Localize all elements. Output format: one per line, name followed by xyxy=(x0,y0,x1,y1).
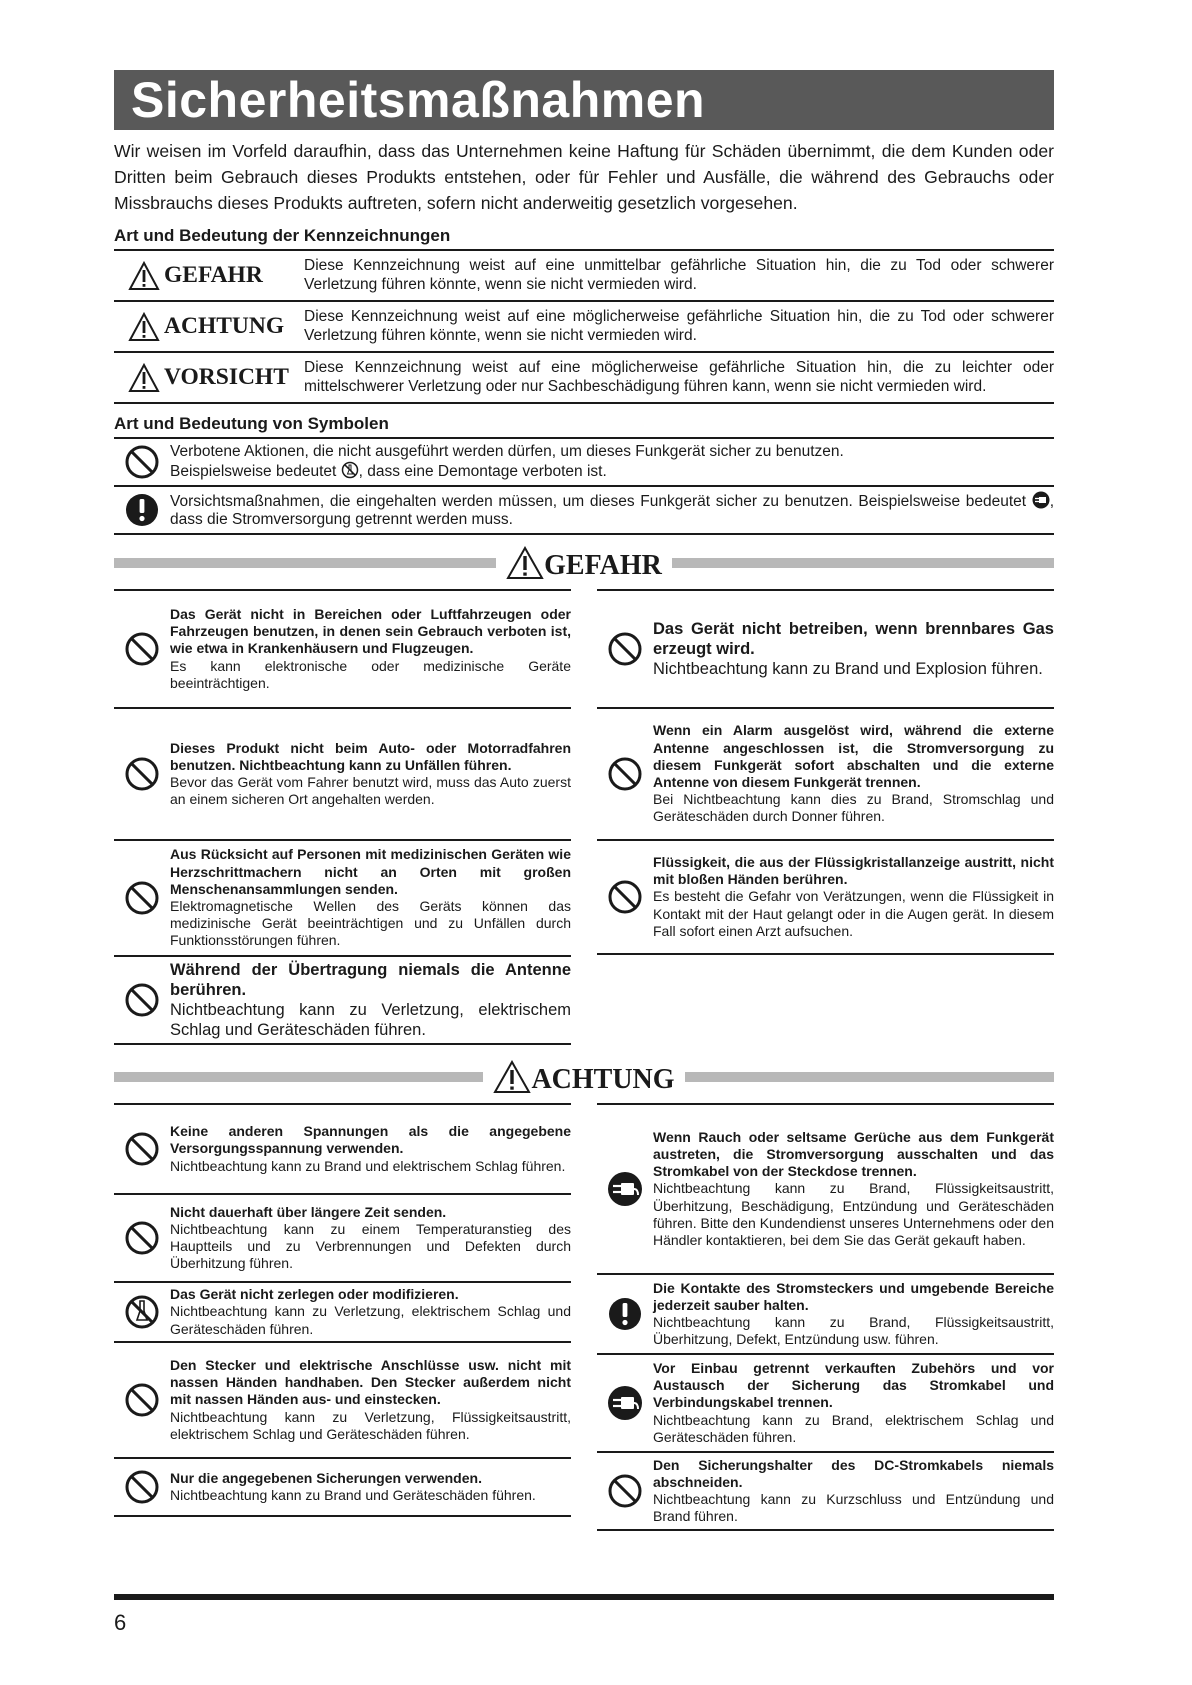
warning-triangle-icon xyxy=(493,1060,531,1094)
item-detail: Es besteht die Gefahr von Verätzungen, wenn die Flüssigkeit in Kontakt mit der Haut gelangt oder in die Augen gerät. In diesem Fall sofort einen Arzt aufsuchen. xyxy=(653,888,1054,939)
prohibition-icon xyxy=(124,1131,160,1167)
list-item xyxy=(597,589,1054,707)
banner-bar xyxy=(114,558,496,568)
prohibition-icon xyxy=(124,982,160,1018)
page-number: 6 xyxy=(114,1610,127,1635)
achtung-left-column xyxy=(114,1103,571,1531)
item-detail: Nichtbeachtung kann zu Kurzschluss und Entzündung und Brand führen. xyxy=(653,1491,1054,1525)
item-detail: Nichtbeachtung kann zu einem Temperaturanstieg des Hauptteils und zu Verbrennungen und Defekten durch Überhitzung führen. xyxy=(170,1220,571,1272)
item-warning: Aus Rücksicht auf Personen mit medizinischen Geräten wie Herzschrittmachern nicht an Orten mit großen Menschenansammlungen senden. xyxy=(170,846,571,897)
unplug-icon xyxy=(607,1385,643,1421)
prohibition-icon xyxy=(607,1473,643,1509)
item-warning: Den Sicherungshalter des DC-Stromkabels niemals abschneiden. xyxy=(653,1456,1054,1490)
signal-word: GEFAHR xyxy=(164,262,263,288)
banner-title: GEFAHR xyxy=(544,550,662,581)
intro-paragraph: Wir weisen im Vorfeld daraufhin, dass das Unternehmen keine Haftung für Schäden übernimmt, die dem Kunden oder Dritten beim Gebrauch dieses Produkts entstehen, oder für Fehler und Ausfälle, die während des Gebrauchs oder Missbrauchs dieses Produkts auftreten, sofern nicht anderweitig gesetzlich vorgesehen. xyxy=(114,141,1054,213)
item-detail: Nichtbeachtung kann zu Verletzung, Flüssigkeitsaustritt, elektrischem Schlag und Geräteschäden führen. xyxy=(170,1408,571,1442)
symbol-example-prefix: Beispielsweise bedeutet xyxy=(852,492,1032,510)
list-item xyxy=(114,589,571,707)
symbol-example-prefix: Beispielsweise bedeutet xyxy=(170,463,341,480)
warning-triangle-icon xyxy=(128,312,160,342)
list-item xyxy=(114,1103,571,1193)
list-item xyxy=(114,1193,571,1281)
banner-bar xyxy=(672,558,1054,568)
signal-description: Diese Kennzeichnung weist auf eine möglicherweise gefährliche Situation hin, die zu leichter oder mittelschwerer Verletzung oder nur Sachbeschädigung führen kann, wenn sie nicht vermieden wird. xyxy=(304,359,1054,395)
mandatory-icon xyxy=(124,492,160,528)
banner-bar xyxy=(685,1072,1054,1082)
banner-bar xyxy=(114,1072,483,1082)
footer-rule xyxy=(114,1594,1054,1600)
gefahr-banner xyxy=(114,543,1054,583)
list-item xyxy=(597,1353,1054,1451)
list-item xyxy=(114,839,571,955)
prohibition-icon xyxy=(124,756,160,792)
list-item xyxy=(114,1341,571,1457)
item-detail: Nichtbeachtung kann zu Brand, Flüssigkeitsaustritt, Überhitzung, Beschädigung, Entzündung und Geräteschäden führen. Bitte den Kundendienst unseres Unternehmens oder den Händler kontaktieren, bei dem Sie das Gerät gekauft haben. xyxy=(653,1180,1054,1248)
no-disassembly-icon xyxy=(124,1294,160,1330)
list-item xyxy=(597,707,1054,839)
achtung-banner xyxy=(114,1057,1054,1097)
item-warning: Wenn ein Alarm ausgelöst wird, während die externe Antenne angeschlossen ist, die Stromversorgung zu diesem Funkgerät sofort abschalten und die externe Antenne von diesem Funkgerät trennen. xyxy=(653,722,1054,790)
item-warning: Nicht dauerhaft über längere Zeit senden. xyxy=(170,1203,447,1220)
item-warning: Das Gerät nicht zerlegen oder modifizieren. xyxy=(170,1286,459,1303)
signal-row-achtung xyxy=(114,302,1054,353)
item-warning: Nur die angegebenen Sicherungen verwenden. xyxy=(170,1469,482,1486)
gefahr-columns xyxy=(114,589,1054,1045)
prohibition-icon xyxy=(124,444,160,480)
symbol-row-prohibition xyxy=(114,439,1054,487)
symbols-heading: Art und Bedeutung von Symbolen xyxy=(114,414,1054,439)
item-warning: Das Gerät nicht in Bereichen oder Luftfahrzeugen oder Fahrzeugen benutzen, in denen sein Gebrauch verboten ist, wie etwa in Krankenhäusern und Flugzeugen. xyxy=(170,605,571,657)
item-detail: Es kann elektronische oder medizinische Geräte beeinträchtigen. xyxy=(170,657,571,691)
item-detail: Elektromagnetische Wellen des Geräts können das medizinische Gerät beeinträchtigen und zu Unfällen durch Funktionsstörungen führen. xyxy=(170,898,571,949)
item-detail: Nichtbeachtung kann zu Brand und Geräteschäden führen. xyxy=(170,1487,536,1503)
prohibition-icon xyxy=(607,879,643,915)
title-bar xyxy=(114,70,1054,130)
list-item xyxy=(114,1281,571,1341)
prohibition-icon xyxy=(124,880,160,916)
item-detail: Nichtbeachtung kann zu Verletzung, elektrischem Schlag und Geräteschäden führen. xyxy=(170,1303,571,1337)
item-detail: Nichtbeachtung kann zu Brand, Flüssigkeitsaustritt, Überhitzung, Defekt, Entzündung usw. führen. xyxy=(653,1314,1054,1348)
symbol-row-mandatory xyxy=(114,487,1054,535)
unplug-icon xyxy=(1032,491,1050,509)
item-detail: Nichtbeachtung kann zu Brand, elektrischem Schlag und Geräteschäden führen. xyxy=(653,1411,1054,1445)
signal-description: Diese Kennzeichnung weist auf eine möglicherweise gefährliche Situation hin, die zu Tod oder schwerer Verletzung führen könnte, wenn sie nicht vermieden wird. xyxy=(304,308,1054,344)
page-title: Sicherheitsmaßnahmen xyxy=(131,72,706,128)
signal-row-gefahr xyxy=(114,251,1054,302)
list-item xyxy=(597,839,1054,955)
item-warning: Flüssigkeit, die aus der Flüssigkristallanzeige austritt, nicht mit bloßen Händen berühren. xyxy=(653,853,1054,888)
item-detail: Bevor das Gerät vom Fahrer benutzt wird, muss das Auto zuerst an einem sicheren Ort angehalten werden. xyxy=(170,774,571,808)
warning-triangle-icon xyxy=(128,363,160,393)
item-warning: Das Gerät nicht betreiben, wenn brennbares Gas erzeugt wird. xyxy=(653,620,1054,658)
item-detail: Nichtbeachtung kann zu Brand und elektrischem Schlag führen. xyxy=(170,1157,566,1174)
prohibition-icon xyxy=(124,1220,160,1256)
item-warning: Dieses Produkt nicht beim Auto- oder Motorradfahren benutzen. Nichtbeachtung kann zu Unfällen führen. xyxy=(170,739,571,773)
no-disassembly-icon xyxy=(341,461,359,479)
list-item xyxy=(114,955,571,1045)
prohibition-icon xyxy=(607,756,643,792)
unplug-icon xyxy=(607,1171,643,1207)
list-item xyxy=(597,1103,1054,1273)
item-detail: Nichtbeachtung kann zu Brand und Explosion führen. xyxy=(653,660,1043,678)
gefahr-left-column xyxy=(114,589,571,1045)
warning-triangle-icon xyxy=(128,261,160,291)
item-warning: Während der Übertragung niemals die Antenne berühren. xyxy=(170,961,571,999)
item-detail: Bei Nichtbeachtung kann dies zu Brand, Stromschlag und Geräteschäden durch Donner führen. xyxy=(653,791,1054,825)
mandatory-icon xyxy=(607,1296,643,1332)
achtung-columns xyxy=(114,1103,1054,1531)
item-warning: Die Kontakte des Stromsteckers und umgebende Bereiche jederzeit sauber halten. xyxy=(653,1279,1054,1313)
signal-word: VORSICHT xyxy=(164,364,289,390)
signal-description: Diese Kennzeichnung weist auf eine unmittelbar gefährliche Situation hin, die zu Tod oder schwerer Verletzung führen könnte, wenn sie nicht vermieden wird. xyxy=(304,257,1054,293)
prohibition-icon xyxy=(607,631,643,667)
symbol-example-suffix: , dass eine Demontage verboten ist. xyxy=(358,463,607,480)
item-warning: Den Stecker und elektrische Anschlüsse usw. nicht mit nassen Händen handhaben. Den Stecker außerdem nicht mit nassen Händen aus- und einstecken. xyxy=(170,1356,571,1408)
item-warning: Keine anderen Spannungen als die angegebene Versorgungsspannung verwenden. xyxy=(170,1123,571,1157)
list-item xyxy=(114,1457,571,1517)
list-item xyxy=(114,707,571,839)
symbol-example-suffix: , dass die Stromversorgung getrennt werden muss. xyxy=(170,492,1055,528)
symbol-description: Vorsichtsmaßnahmen, die eingehalten werden müssen, um dieses Funkgerät sicher zu benutzen. xyxy=(170,492,853,510)
list-item xyxy=(597,1273,1054,1353)
item-warning: Wenn Rauch oder seltsame Gerüche aus dem Funkgerät austreten, die Stromversorgung ausschalten und das Stromkabel von der Steckdose trennen. xyxy=(653,1128,1054,1180)
banner-title: ACHTUNG xyxy=(531,1064,675,1095)
item-detail: Nichtbeachtung kann zu Verletzung, elektrischem Schlag und Geräteschäden führen. xyxy=(170,1001,571,1039)
gefahr-right-column xyxy=(597,589,1054,1045)
warning-triangle-icon xyxy=(506,546,544,580)
achtung-right-column xyxy=(597,1103,1054,1531)
prohibition-icon xyxy=(124,631,160,667)
symbol-description: Verbotene Aktionen, die nicht ausgeführt werden dürfen, um dieses Funkgerät sicher zu benutzen. xyxy=(170,442,844,460)
item-warning: Vor Einbau getrennt verkauften Zubehörs und vor Austausch der Sicherung das Stromkabel und Verbindungskabel trennen. xyxy=(653,1359,1054,1411)
list-item xyxy=(597,1451,1054,1531)
signal-word: ACHTUNG xyxy=(164,313,285,339)
prohibition-icon xyxy=(124,1382,160,1418)
safety-page xyxy=(114,70,1054,1531)
signal-words-heading: Art und Bedeutung der Kennzeichnungen xyxy=(114,226,1054,251)
prohibition-icon xyxy=(124,1469,160,1505)
signal-row-vorsicht xyxy=(114,353,1054,404)
